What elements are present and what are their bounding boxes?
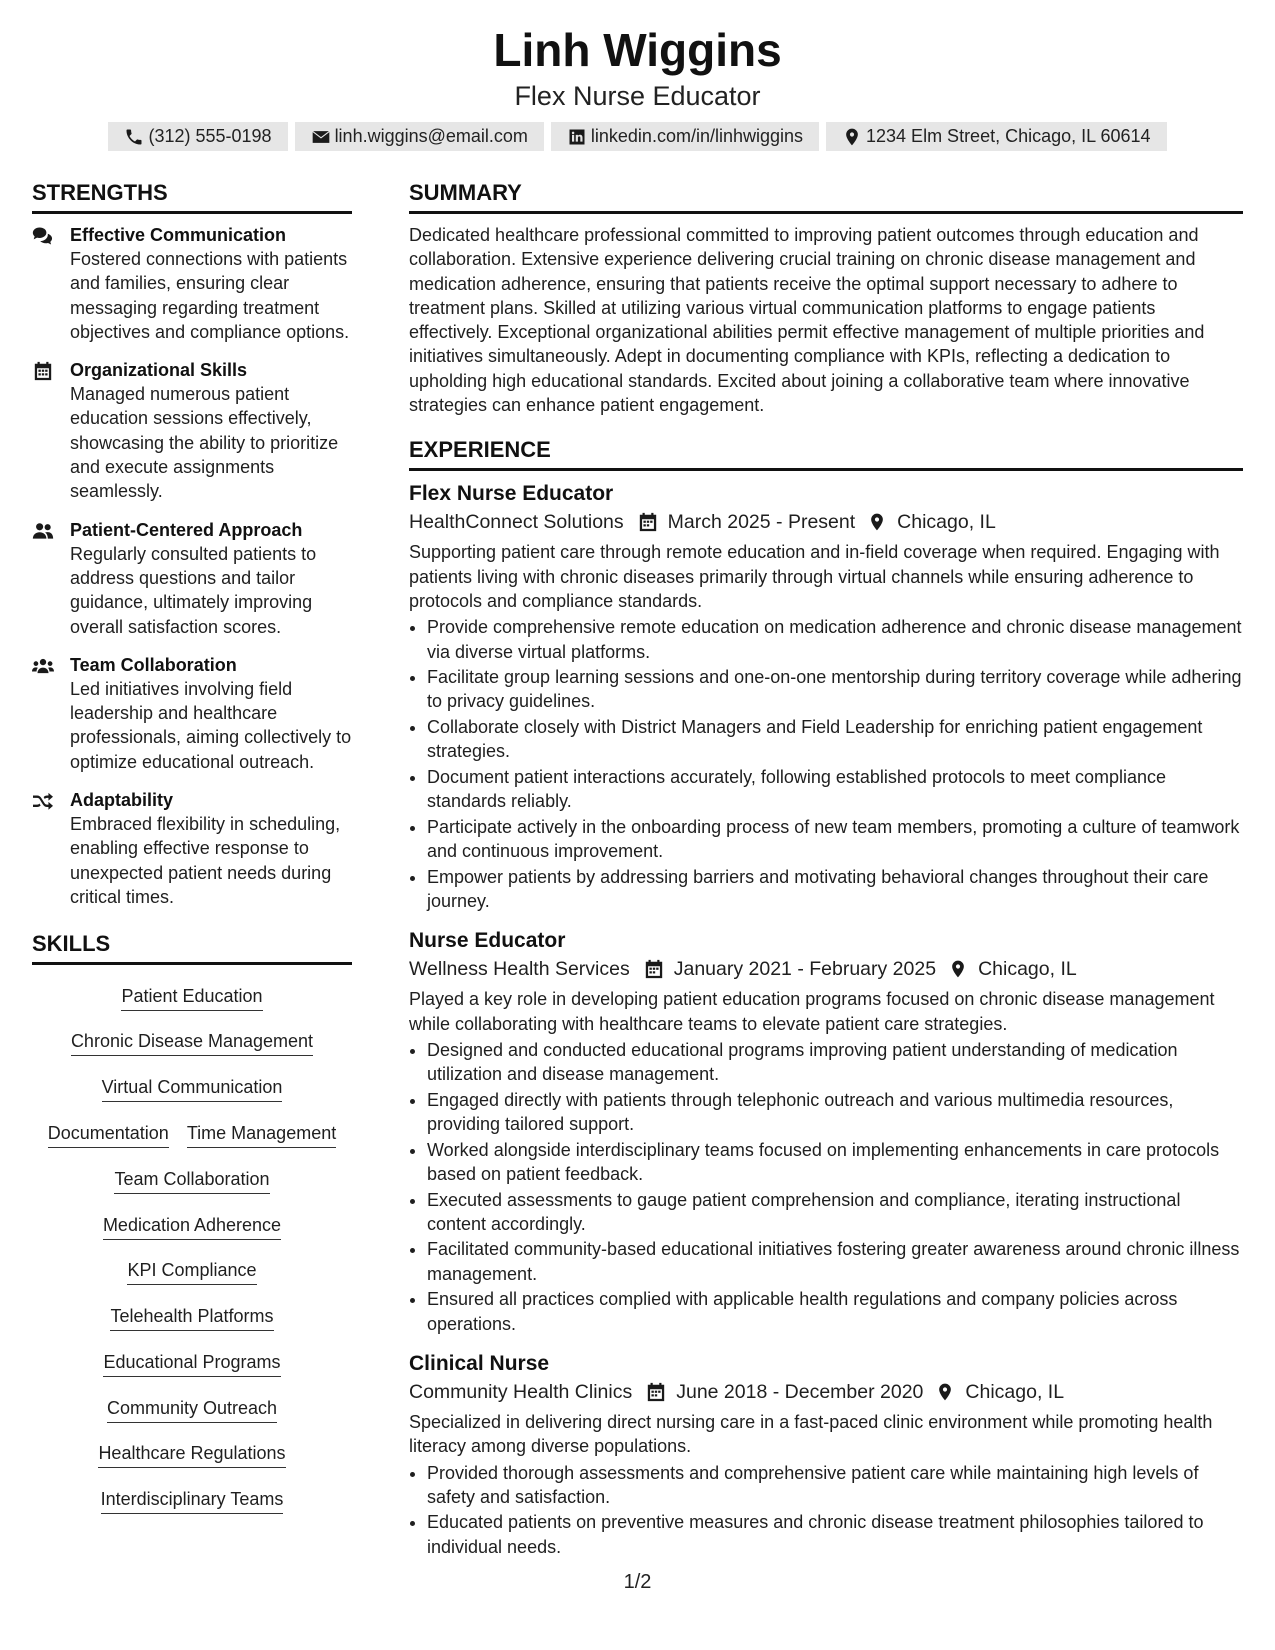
candidate-title: Flex Nurse Educator	[514, 81, 761, 111]
skill-tag: Healthcare Regulations	[98, 1441, 285, 1468]
job-bullet: • Document patient interactions accurately, following established protocols to meet compliance standards reliably.	[427, 765, 1243, 814]
contact-address	[826, 122, 1167, 151]
contact-email-text: linh.wiggins@email.com	[334, 126, 528, 146]
skill-tag: Medication Adherence	[103, 1213, 281, 1240]
calendar-icon	[32, 361, 54, 381]
phone-icon	[124, 127, 144, 147]
job-dates: March 2025 - Present	[667, 511, 856, 534]
job-bullet: • Collaborate closely with District Managers and Field Leadership for enriching patient engagement strategies.	[427, 715, 1243, 764]
contact-phone-text: (312) 555-0198	[148, 126, 272, 146]
skill-row	[32, 1386, 352, 1432]
skill-row	[32, 1112, 352, 1158]
job-title: Flex Nurse Educator	[409, 482, 614, 506]
job-bullets	[409, 1461, 1243, 1559]
strength-title: Team Collaboration	[70, 654, 237, 675]
strength-title: Patient-Centered Approach	[70, 519, 303, 540]
strength-title: Adaptability	[70, 790, 174, 811]
job-bullets	[409, 615, 1243, 913]
comments-icon	[32, 226, 54, 246]
skills-list	[32, 974, 352, 1523]
strength-title: Organizational Skills	[70, 360, 248, 381]
strength-desc: Managed numerous patient education sessions effectively, showcasing the ability to prioritize and execute assignments seamlessly.	[70, 384, 339, 502]
strength-item	[32, 788, 352, 909]
strength-title: Effective Communication	[70, 225, 287, 245]
job-description: Supporting patient care through remote education and in-field coverage when required. Engaging with patients living with chronic diseases primarily through virtual channels while ensuring adherence to protocols and compliance standards.	[409, 542, 1220, 611]
skill-tag: Educational Programs	[103, 1350, 280, 1377]
job-dates: June 2018 - December 2020	[676, 1380, 924, 1403]
strength-desc: Fostered connections with patients and families, ensuring clear messaging regarding treatment objectives and compliance options.	[70, 249, 350, 342]
skill-row	[32, 1157, 352, 1203]
summary-heading: SUMMARY	[409, 178, 1243, 214]
right-column	[409, 178, 1243, 1573]
skill-tag: Patient Education	[121, 984, 262, 1011]
job-title: Clinical Nurse	[409, 1351, 550, 1375]
strength-desc: Embraced flexibility in scheduling, enabling effective response to unexpected patient needs during critical times.	[70, 814, 341, 907]
job-bullets	[409, 1038, 1243, 1336]
users-group-icon	[32, 656, 54, 676]
skill-row	[32, 1203, 352, 1249]
skill-tag: KPI Compliance	[127, 1258, 256, 1285]
page-number: 1/2	[623, 1571, 652, 1593]
skill-row	[32, 1340, 352, 1386]
map-pin-icon	[867, 512, 887, 532]
skill-tag: Telehealth Platforms	[110, 1304, 273, 1331]
job-bullet: • Designed and conducted educational programs improving patient understanding of medication utilization and disease management.	[427, 1038, 1243, 1087]
contact-email[interactable]	[295, 122, 544, 151]
strength-item	[32, 223, 352, 344]
job-bullet: • Empower patients by addressing barriers and motivating behavioral changes throughout their care journey.	[427, 865, 1243, 914]
contact-linkedin[interactable]	[551, 122, 819, 151]
map-pin-icon	[935, 1382, 955, 1402]
job-bullet: • Facilitate group learning sessions and one-on-one mentorship during territory coverage while adhering to privacy guidelines.	[427, 665, 1243, 714]
experience-heading: EXPERIENCE	[409, 435, 1243, 471]
job-dates: January 2021 - February 2025	[673, 958, 937, 981]
skill-row	[32, 1249, 352, 1295]
strength-item	[32, 518, 352, 639]
job-location: Chicago, IL	[965, 1380, 1065, 1403]
skills-heading: SKILLS	[32, 929, 352, 965]
job-description: Played a key role in developing patient education programs focused on chronic disease management while collaborating with healthcare teams to elevate patient care strategies.	[409, 989, 1215, 1034]
job-meta	[409, 1378, 1243, 1406]
job-meta	[409, 508, 1243, 536]
job-bullet: • Facilitated community-based educational initiatives fostering greater awareness around chronic illness management.	[427, 1237, 1243, 1286]
skill-row	[32, 974, 352, 1020]
map-pin-icon	[948, 959, 968, 979]
job-bullet: • Ensured all practices complied with applicable health regulations and company policies across operations.	[427, 1287, 1243, 1336]
job-entry	[409, 927, 1243, 1336]
contact-address-text: 1234 Elm Street, Chicago, IL 60614	[866, 126, 1151, 146]
job-description: Specialized in delivering direct nursing care in a fast-paced clinic environment while promoting health literacy among diverse populations.	[409, 1411, 1213, 1457]
skill-tag: Interdisciplinary Teams	[101, 1487, 284, 1514]
skill-tag: Team Collaboration	[114, 1167, 269, 1194]
map-pin-icon	[842, 127, 862, 147]
contact-phone[interactable]	[108, 122, 287, 151]
job-title: Nurse Educator	[409, 929, 566, 953]
strength-item	[32, 653, 352, 774]
job-entry	[409, 1350, 1243, 1559]
shuffle-icon	[32, 791, 54, 811]
resume-header	[0, 22, 1275, 151]
strength-item	[32, 358, 352, 503]
skill-row	[32, 1432, 352, 1478]
summary-text: Dedicated healthcare professional committed to improving patient outcomes through education and collaboration. Extensive experience delivering crucial training on chronic disease management and medication adherence, ensuring that patients receive the optimal support necessary to adhere to treatment plans. Skilled at utilizing various virtual communication platforms to engage patients effectively. Exceptional organizational abilities permit effective management of multiple priorities and initiatives simultaneously. Adept in documenting compliance with KPIs, reflecting a dedication to upholding high educational standards. Excited about joining a collaborative team where innovative strategies can enhance patient engagement.	[409, 225, 1205, 416]
job-bullet: • Provide comprehensive remote education on medication adherence and chronic disease management via diverse virtual platforms.	[427, 615, 1243, 664]
skill-tag: Community Outreach	[107, 1396, 277, 1423]
job-entry	[409, 480, 1243, 913]
user-pair-icon	[32, 521, 54, 541]
skill-tag: Time Management	[187, 1121, 336, 1148]
candidate-name: Linh Wiggins	[493, 24, 782, 76]
job-bullet: • Worked alongside interdisciplinary teams focused on implementing enhancements in care protocols based on patient feedback.	[427, 1138, 1243, 1187]
calendar-icon	[644, 959, 664, 979]
job-bullet: • Executed assessments to gauge patient comprehension and compliance, iterating instructional content accordingly.	[427, 1188, 1243, 1237]
job-company: Community Health Clinics	[409, 1380, 633, 1403]
skill-tag: Chronic Disease Management	[71, 1029, 313, 1056]
job-location: Chicago, IL	[897, 511, 996, 534]
job-company: HealthConnect Solutions	[409, 511, 624, 534]
strength-desc: Led initiatives involving field leadership and healthcare professionals, aiming collectively to optimize educational outreach.	[70, 678, 352, 772]
calendar-icon	[646, 1382, 666, 1402]
strengths-heading: STRENGTHS	[32, 178, 352, 214]
contact-bar	[0, 122, 1275, 151]
job-bullet: • Engaged directly with patients through telephonic outreach and various multimedia resources, providing tailored support.	[427, 1088, 1243, 1137]
job-company: Wellness Health Services	[409, 958, 630, 981]
skill-row	[32, 1478, 352, 1524]
skill-row	[32, 1066, 352, 1112]
skill-tag: Virtual Communication	[102, 1075, 283, 1102]
skill-row	[32, 1020, 352, 1066]
skill-row	[32, 1295, 352, 1341]
job-bullet: • Participate actively in the onboarding process of new team members, promoting a culture of teamwork and continuous improvement.	[427, 815, 1243, 864]
job-meta	[409, 955, 1243, 983]
linkedin-icon	[567, 127, 587, 147]
envelope-icon	[311, 127, 331, 147]
contact-linkedin-text: linkedin.com/in/linhwiggins	[590, 126, 804, 146]
left-column	[32, 178, 352, 1524]
job-bullet: • Provided thorough assessments and comprehensive patient care while maintaining high levels of safety and satisfaction.	[427, 1461, 1243, 1510]
strength-desc: Regularly consulted patients to address questions and tailor guidance, ultimately improving overall satisfaction scores.	[70, 543, 317, 637]
calendar-icon	[638, 512, 658, 532]
skill-tag: Documentation	[48, 1121, 169, 1148]
job-location: Chicago, IL	[978, 958, 1077, 981]
job-bullet: • Educated patients on preventive measures and chronic disease treatment philosophies tailored to individual needs.	[427, 1510, 1243, 1559]
